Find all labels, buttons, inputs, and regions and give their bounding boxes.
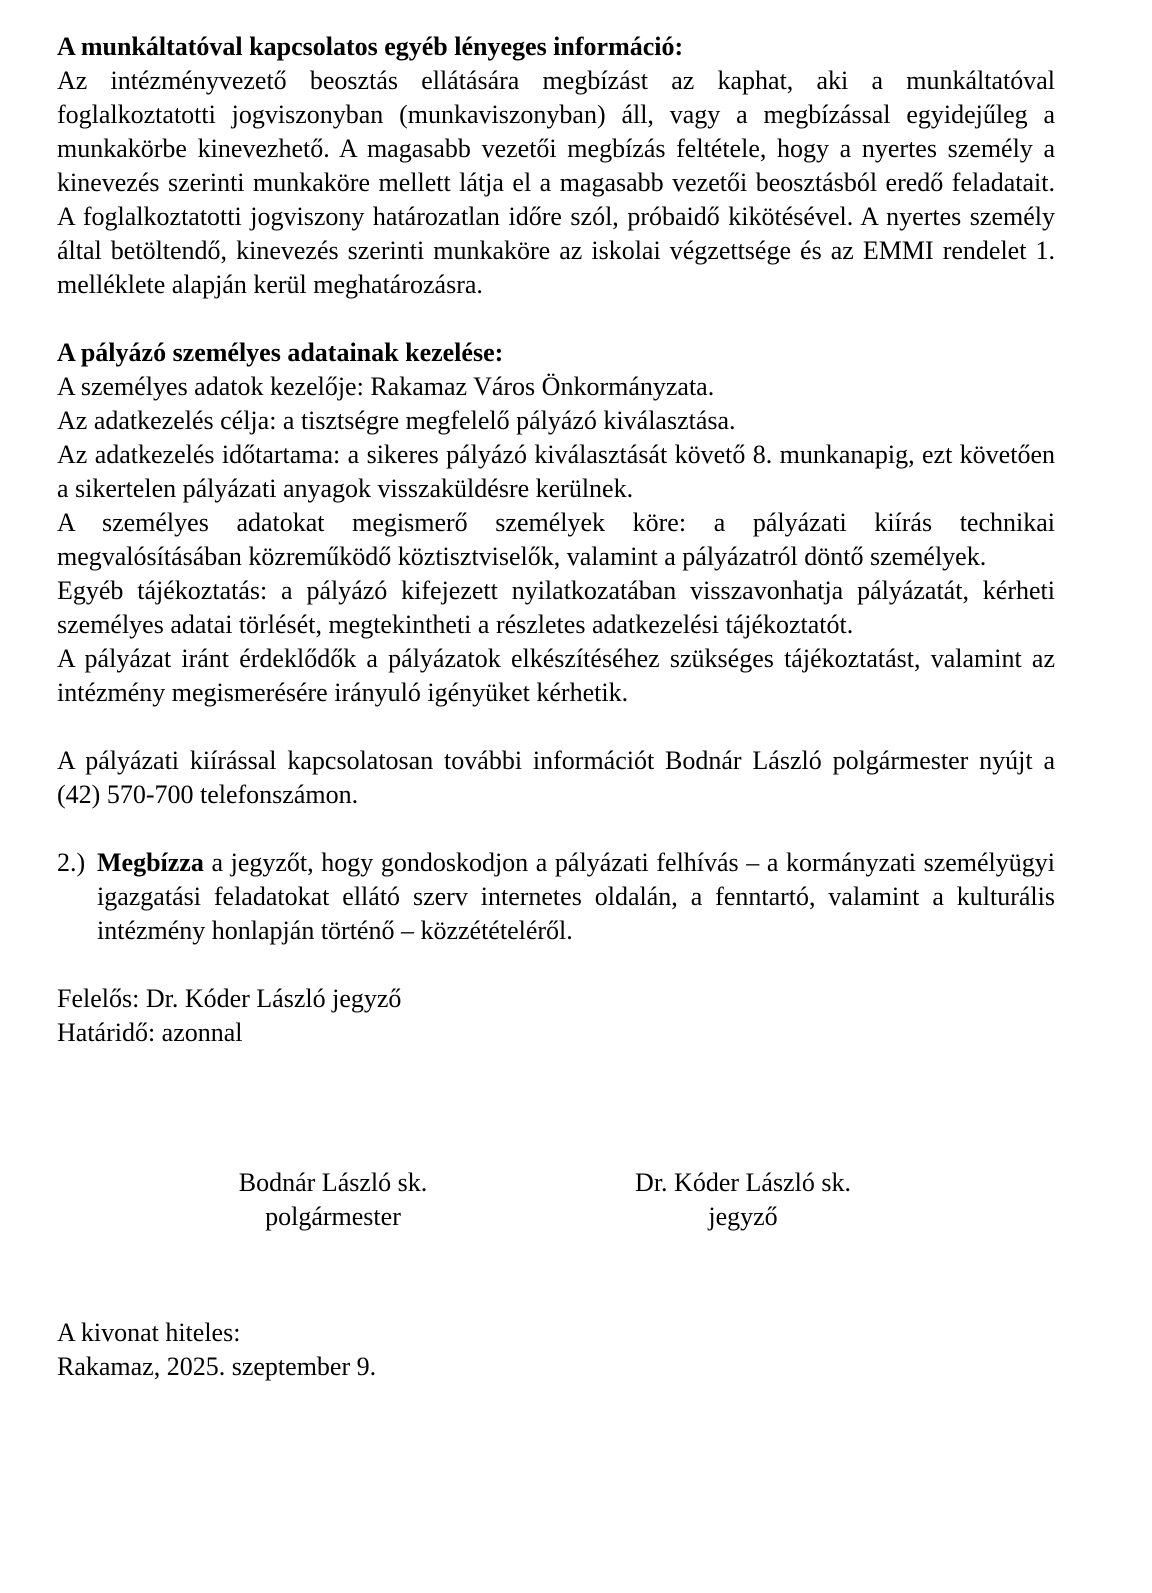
signature-left-name: Bodnár László sk. [238,1168,428,1197]
resolution-item-2 [57,846,1055,948]
deadline-line: Határidő: azonnal [57,1018,243,1047]
certification-line-2: Rakamaz, 2025. szeptember 9. [57,1352,377,1381]
contact-spacer [57,710,1055,744]
resolution-item-text-rest: a jegyzőt, hogy gondoskodjon a pályázati felhívás – a kormányzati személyügyi igazgatási feladatokat ellátó szerv internetes oldalán, a fenntartó, valamint a kulturális intézmény honlapján történő – közzétételéről. [97,848,1055,945]
privacy-section-heading: A pályázó személyes adatainak kezelése: [57,338,504,367]
signature-right-name: Dr. Kóder László sk. [635,1168,851,1197]
signature-right [543,1166,943,1234]
privacy-line-recipients: A személyes adatokat megismerő személyek köre: a pályázati kiírás technikai megvalósításában közreműködő köztisztviselők, valamint a pályázatról döntő személyek. [57,508,1055,571]
responsible-person-line: Felelős: Dr. Kóder László jegyző [57,984,402,1013]
signature-block [57,1166,1055,1234]
signature-left-role: polgármester [265,1202,401,1231]
resolution-item-wrapper [57,846,1055,948]
signature-right-role: jegyző [708,1202,778,1231]
section-spacer [57,302,1055,336]
privacy-line-applicant-info: A pályázat iránt érdeklődők a pályázatok elkészítéséhez szükséges tájékoztatást, valamint az intézmény megismerésére irányuló igényüket kérhetik. [57,644,1055,707]
contact-paragraph: A pályázati kiírással kapcsolatosan további információt Bodnár László polgármester nyújt a (42) 570-700 telefonszámon. [57,746,1055,809]
employer-section-heading: A munkáltatóval kapcsolatos egyéb lényeges információ: [57,32,684,61]
certification-line-1: A kivonat hiteles: [57,1318,241,1347]
privacy-line-purpose: Az adatkezelés célja: a tisztségre megfelelő pályázó kiválasztása. [57,406,736,435]
responsibility-spacer [57,948,1055,982]
privacy-line-controller: A személyes adatok kezelője: Rakamaz Város Önkormányzata. [57,372,715,401]
privacy-line-duration: Az adatkezelés időtartama: a sikeres pályázó kiválasztását követő 8. munkanapig, ezt követően a sikertelen pályázati anyagok visszaküldésre kerülnek. [57,440,1055,503]
resolution-spacer [57,812,1055,846]
certification-block [57,1316,1055,1384]
document-body [57,30,1055,1384]
employer-section-body: Az intézményvezető beosztás ellátására megbízást az kaphat, aki a munkáltatóval foglalkoztatotti jogviszonyban (munkaviszonyban) áll, vagy a megbízással egyidejűleg a munkakörbe kinevezhető. A magasabb vezetői megbízás feltétele, hogy a nyertes személy a kinevezés szerinti munkaköre mellett látja el a magasabb vezetői beosztásból eredő feladatait. A foglalkoztatotti jogviszony határozatlan időre szól, próbaidő kikötésével. A nyertes személy által betöltendő, kinevezés szerinti munkaköre az iskolai végzettsége és az EMMI rendelet 1. melléklete alapján kerül meghatározásra. [57,66,1055,299]
resolution-item-text [97,846,1055,948]
privacy-line-other-info: Egyéb tájékoztatás: a pályázó kifejezett nyilatkozatában visszavonhatja pályázatát, kérheti személyes adatai törlését, megtekintheti a részletes adatkezelési tájékoztatót. [57,576,1055,639]
signature-left [123,1166,543,1234]
resolution-item-number: 2.) [57,848,86,877]
resolution-item-lead-bold: Megbízza [97,848,204,877]
